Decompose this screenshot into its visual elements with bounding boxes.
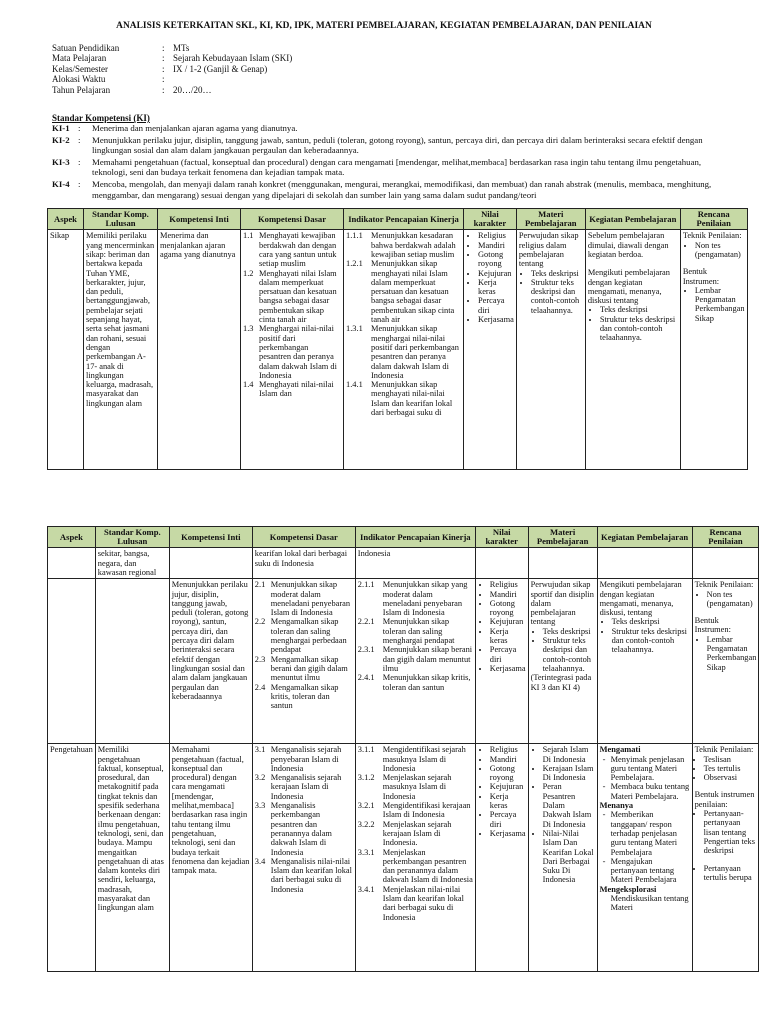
ipk-cell: Indonesia [355, 548, 475, 579]
list-item: • Pertanyaan-pertanyaan lisan tentang Pengertian teks deskripsi [704, 809, 757, 855]
kd-cell [252, 744, 355, 972]
rencana-cell [692, 548, 759, 579]
ipk-number: 1.4.1 [346, 380, 363, 390]
ipk-text: Mengidentifikasi sejarah masuknya Islam di Indonesia [382, 745, 466, 773]
kd-number: 1.2 [243, 268, 254, 278]
header-ki: Kompetensi Inti [158, 209, 241, 230]
ki-item [52, 157, 732, 177]
ipk-number: 3.1.2 [357, 773, 375, 783]
kegiatan-cell [597, 579, 692, 744]
header-rencana: Rencana Penilaian [692, 527, 759, 548]
materi-cell [516, 230, 585, 470]
kd-item [255, 745, 353, 773]
list-item: • Kejujuran [490, 617, 526, 626]
ki-text: Menerima dan menjalankan ajaran agama yang dianutnya. [92, 123, 298, 133]
header-materi: Materi Pembelajaran [516, 209, 585, 230]
kd-number: 2.3 [254, 654, 266, 664]
kd-item [243, 324, 341, 380]
header-row [48, 209, 748, 230]
nilai-list [478, 580, 526, 673]
ipk-number: 2.2.1 [357, 617, 375, 627]
materi-cell [528, 744, 597, 972]
analysis-table-page-1 [47, 208, 748, 470]
colon: : [78, 157, 81, 168]
ipk-number: 3.4.1 [357, 884, 375, 894]
list-item: • Mandiri [478, 241, 514, 250]
list-item: • Religius [478, 231, 514, 240]
kd-text: Menghargai nilai-nilai positif dari perkembangan pesantren dan peranya dalam dakwah Islam di Indonesia [259, 324, 337, 380]
list-item: • Mandiri [490, 755, 526, 764]
header-row [48, 527, 759, 548]
skl-cell: Memiliki perilaku yang mencerminkan sikap: beriman dan bertakwa kepada Tuhan YME, berkarakter, jujur, dan peduli, bertanggungjawab, pembelajar sejati sepanjang hayat, serta sehat jasmani dan rohani, sesuai dengan perkembangan A-17- anak di lingkungan keluarga, madrasah, masyarakat dan lingkungan alam [84, 230, 158, 470]
kd-text: Menghayati nilai Islam dalam memperkuat persatuan dan kesatuan bangsa sebagai dasar pembentukan sikap cinta tanah air [259, 268, 337, 325]
materi-list [531, 627, 595, 673]
kd-text: Mengamalkan sikap kritis, toleran dan santun [270, 682, 339, 711]
list-item: - Menyimak penjelasan guru tentang Materi Pembelajara. [611, 755, 690, 783]
ipk-cell [355, 744, 475, 972]
kd-number: 2.2 [254, 617, 266, 627]
identity-label: Mata Pelajaran [52, 53, 107, 64]
kegiatan-paragraph: Sebelum pembelajaran dimulai, diawali dengan kegiatan berdoa. [587, 231, 669, 259]
list-item: • Pertanyaan tertulis berupa [704, 864, 757, 883]
ki-heading: Standar Kompetensi (KI) [52, 113, 150, 123]
nilai-cell [464, 230, 517, 470]
ipk-item [358, 745, 473, 773]
ki-text: Mencoba, mengolah, dan menyaji dalam ranah konkret (menggunakan, mengurai, merangkai, memodifikasi, dan membuat) dan ranah abstrak (menulis, membaca, menghitung, menggambar, dan mengarang) sesuai dengan yang dipelajari di sekolah dan sumber lain yang sama dalam sudut pandang/teori [92, 179, 712, 200]
rencana-list [683, 286, 745, 323]
rencana-cell [692, 744, 759, 972]
list-item: • Lembar Pengamatan Perkembangan Sikap [695, 286, 745, 323]
ipk-item [358, 801, 473, 820]
ki-text: Menunjukkan perilaku jujur, disiplin, tanggung jawab, santun, peduli (toleran, gotong royong), santun, percaya diri, dan percaya diri dalam berinteraksi secara efektif dengan lingkungan sosial dan alam dalam jangkauan pergaulan dan keberadaannya. [92, 135, 703, 156]
header-ipk: Indikator Pencapaian Kinerja [355, 527, 475, 548]
skl-cell: sekitar, bangsa, negara, dan kawasan regional [95, 548, 169, 579]
ipk-item [358, 645, 473, 673]
kegiatan-list [600, 810, 690, 884]
identity-row [52, 74, 292, 84]
analysis-table-page-2 [47, 526, 759, 972]
ipk-number: 1.1.1 [346, 231, 363, 241]
kd-number: 1.4 [243, 380, 254, 390]
kegiatan-cell [597, 548, 692, 579]
rencana-cell [680, 230, 747, 470]
materi-intro: Perwujudan sikap sportif dan disiplin dalam pembelajaran tentang [530, 580, 594, 627]
kd-item [243, 231, 341, 268]
kd-text: Menghayati kewajiban berdakwah dan dengan cara yang santun untuk setiap muslim [259, 231, 337, 269]
header-kd: Kompetensi Dasar [252, 527, 355, 548]
kegiatan-paragraph: Mengikuti pembelajaran dengan kegiatan mengamati, menanya, diskusi tentang [587, 268, 670, 306]
materi-intro: Perwujudan sikap religius dalam pembelajaran tentang [518, 231, 579, 269]
kd-text: Menganalisis nilai-nilai Islam dan kearifan lokal dari berbagai suku di Indonesia [270, 856, 352, 894]
list-item: • Religius [490, 745, 526, 754]
kd-text: Mengamalkan sikap toleran dan saling menghargai perbedaan pendapat [270, 617, 347, 655]
ki-cell: Menunjukkan perilaku jujur, disiplin, tanggung jawab, peduli (toleran, gotong royong), santun, percaya diri, dan percaya diri dalam berinteraksi secara efektif dengan lingkungan sosial dan alam dalam jangkauan pergaulan dan keberadaannya [169, 579, 252, 744]
ipk-text: Menjelaskan nilai-nilai Islam dan kearifan lokal dari berbagai suku di Indonesia [382, 884, 464, 922]
ipk-text: Mengidentifikasi kerajaan Islam di Indonesia [382, 801, 471, 820]
identity-value: Sejarah Kebudayaan Islam (SKI) [173, 53, 293, 64]
ipk-number: 2.1.1 [357, 580, 375, 590]
list-item: • Kerja keras [478, 278, 514, 297]
ipk-number: 3.1.1 [357, 745, 375, 755]
table-row [48, 548, 759, 579]
list-item: • Nilai-Nilai Islam Dan Kearifan Lokal Dari Berbagai Suku Di Indonesia [543, 829, 595, 885]
skl-cell [95, 579, 169, 744]
kd-number: 3.3 [254, 801, 266, 811]
colon: : [78, 123, 81, 133]
kd-number: 2.1 [254, 580, 266, 590]
list-item: • Observasi [704, 773, 757, 782]
list-item: • Kerajaan Islam Di Indonesia [543, 764, 595, 783]
rencana-label: Bentuk Instrumen: [682, 267, 720, 286]
header-materi: Materi Pembelajaran [528, 527, 597, 548]
aspek-cell [48, 579, 96, 744]
ipk-text: Menjelaskan perkembangan pesantren dan peranannya dalam dakwah Islam di Indonesia [382, 847, 473, 885]
kd-number: 3.4 [254, 856, 266, 866]
ki-code: KI-1 [52, 123, 70, 133]
list-item: • Kerjasama [478, 315, 514, 324]
ipk-item [346, 231, 461, 259]
kd-text: Menganalisis sejarah kerajaan Islam di Indonesia [270, 773, 342, 801]
header-aspek: Aspek [48, 527, 96, 548]
ipk-item [358, 673, 473, 692]
kd-number: 3.2 [254, 773, 266, 783]
identity-row [52, 53, 292, 63]
header-nilai: Nilai karakter [464, 209, 517, 230]
kd-text: Menghayati nilai-nilai Islam dan [259, 380, 334, 399]
ki-cell: Memahami pengetahuan (factual, konseptual dan procedural) dengan cara mengamati [mendengar, melihat,membaca] berdasarkan rasa ingin tahu tentang ilmu pengetahuan, teknologi, seni dan budaya terkait fenomena dan kejadian tampak mata. [169, 744, 252, 972]
ki-cell: Menerima dan menjalankan ajaran agama yang dianutnya [158, 230, 241, 470]
kd-item [255, 655, 353, 683]
header-ki: Kompetensi Inti [169, 527, 252, 548]
nilai-cell [475, 579, 528, 744]
list-item: • Teks deskripsi [612, 617, 690, 626]
kd-text: Menganalisis sejarah penyebaran Islam di Indonesia [270, 745, 342, 773]
ipk-text: Menunjukkan sikap menghayati nilai Islam dalam memperkuat persatuan dan kesatuan bangsa sebagai dasar pembentukan sikap cinta tanah air [371, 259, 455, 325]
identity-label: Kelas/Semester [52, 63, 108, 74]
identity-row [52, 64, 292, 74]
table-row [48, 579, 759, 744]
list-item: • Percaya diri [490, 810, 526, 829]
rencana-list [695, 809, 757, 882]
materi-cell [528, 579, 597, 744]
nilai-cell [475, 548, 528, 579]
kegiatan-list [600, 617, 690, 654]
colon: : [162, 43, 165, 53]
nilai-list [466, 231, 514, 324]
list-item: • Teks deskripsi [531, 269, 583, 278]
header-skl: Standar Komp. Lulusan [95, 527, 169, 548]
list-item: - Memberikan tanggapan/ respon terhadap penjelasan guru tentang Materi Pembelajara [611, 810, 690, 856]
rencana-list [695, 755, 757, 783]
ki-text: Memahami pengetahuan (factual, konseptual dan procedural) dengan cara mengamati [mendengar, melihat,membaca] berdasarkan rasa ingin tahu tentang ilmu pengetahuan, teknologi, seni dan budaya terkait fenomena dan kejadian tampak mata. [92, 157, 702, 178]
rencana-label: Bentuk instrumen penilaian: [694, 790, 755, 809]
identity-label: Tahun Pelajaran [52, 84, 111, 95]
kd-item [255, 773, 353, 801]
aspek-cell [48, 548, 96, 579]
kd-item [243, 380, 341, 399]
materi-list [531, 745, 595, 884]
kd-cell [241, 230, 344, 470]
nilai-list [478, 745, 526, 838]
identity-value: MTs [173, 43, 190, 53]
list-item: • Tes tertulis [704, 764, 757, 773]
ki-cell [169, 548, 252, 579]
header-nilai: Nilai karakter [475, 527, 528, 548]
kegiatan-heading: Menanya [599, 801, 634, 811]
header-rencana: Rencana Penilaian [680, 209, 747, 230]
list-item: • Sejarah Islam Di Indonesia [543, 745, 595, 764]
list-item: • Struktur teks deskripsi dan contoh-contoh telaahannya. [612, 627, 690, 655]
list-item: • Mandiri [490, 590, 526, 599]
identity-label: Alokasi Waktu [52, 74, 106, 85]
ipk-number: 2.4.1 [357, 673, 375, 683]
kegiatan-list [588, 305, 678, 342]
kd-item [255, 857, 353, 894]
list-item: • Peran Pesantren Dalam Dakwah Islam Di Indonesia [543, 782, 595, 828]
table-row [48, 230, 748, 470]
list-item: • Struktur teks deskripsi dan contoh-contoh telaahannya. [531, 278, 583, 315]
ki-code: KI-3 [52, 157, 70, 168]
identity-row [52, 43, 292, 53]
document-title: ANALISIS KETERKAITAN SKL, KI, KD, IPK, MATERI PEMBELAJARAN, KEGIATAN PEMBELAJARAN, DAN PENILAIAN [116, 21, 652, 31]
kd-item [255, 580, 353, 617]
kegiatan-cell [597, 744, 692, 972]
ipk-number: 1.3.1 [346, 324, 363, 334]
rencana-list [695, 635, 757, 672]
kd-text: Mengamalkan sikap berani dan gigih dalam menuntut ilmu [270, 654, 348, 683]
ki-code: KI-2 [52, 135, 70, 146]
kegiatan-text: Mendiskusikan tentang Materi [610, 894, 689, 913]
kegiatan-heading: Mengamati [599, 745, 641, 755]
kd-number: 2.4 [254, 682, 266, 692]
ki-list [52, 123, 732, 202]
ipk-item [346, 324, 461, 380]
ipk-cell [344, 230, 464, 470]
ipk-item [346, 380, 461, 417]
ipk-number: 3.2.2 [357, 819, 375, 829]
kd-item [255, 801, 353, 857]
header-ipk: Indikator Pencapaian Kinerja [344, 209, 464, 230]
aspek-cell: Pengetahuan [48, 744, 96, 972]
kd-cell [252, 579, 355, 744]
rencana-label: Teknik Penilaian: [694, 745, 754, 755]
kegiatan-paragraph: Mengikuti pembelajaran dengan kegiatan mengamati, menanya, diskusi, tentang [599, 580, 682, 618]
ipk-item [358, 617, 473, 645]
ipk-item [358, 773, 473, 801]
colon: : [78, 179, 81, 190]
identity-block [52, 43, 292, 95]
ipk-item [358, 885, 473, 922]
ki-item [52, 179, 732, 199]
ipk-text: Menjelaskan sejarah kerajaan Islam di Indonesia. [382, 819, 452, 848]
ipk-text: Menunjukkan sikap kritis, toleran dan santun [382, 673, 471, 692]
kegiatan-heading: Mengeksplorasi [599, 884, 657, 894]
identity-value: 20…/20… [173, 84, 212, 95]
list-item: • Religius [490, 580, 526, 589]
ki-code: KI-4 [52, 179, 70, 190]
list-item: • Kejujuran [490, 782, 526, 791]
rencana-cell [692, 579, 759, 744]
rencana-label: Teknik Penilaian: [694, 580, 754, 590]
colon: : [162, 63, 165, 74]
ipk-text: Menunjukkan kesadaran bahwa berdakwah adalah kewajiban setiap muslim [371, 231, 456, 259]
kd-number: 1.1 [243, 231, 254, 241]
list-item: • Gotong royong [490, 764, 526, 783]
header-kd: Kompetensi Dasar [241, 209, 344, 230]
ipk-text: Menunjukkan sikap yang moderat dalam meneladani penyebaran Islam di Indonesia [382, 580, 468, 618]
kegiatan-list [600, 755, 690, 801]
skl-cell: Memiliki pengetahuan faktual, konseptual, prosedural, dan metakognitif pada tingkat teknis dan spesifik sederhana berkenaan dengan: ilmu pengetahuan, teknologi, seni, dan budaya. Mampu mengaitkan pengetahuan di atas dalam konteks diri sendiri, keluarga, madrasah, masyarakat dan lingkungan alam [95, 744, 169, 972]
list-item: • Percaya diri [478, 296, 514, 315]
header-skl: Standar Komp. Lulusan [84, 209, 158, 230]
list-item: • Kejujuran [478, 269, 514, 278]
ipk-item [358, 848, 473, 885]
kd-item [255, 617, 353, 654]
rencana-list [695, 590, 757, 609]
list-item: • Non tes (pengamatan) [707, 590, 757, 609]
identity-row [52, 85, 292, 95]
ipk-cell [355, 579, 475, 744]
rencana-label: Bentuk Instrumen: [694, 616, 731, 635]
nilai-cell [475, 744, 528, 972]
list-item: • Gotong royong [490, 599, 526, 618]
kd-text: Menunjukkan sikap moderat dalam meneladani penyebaran Islam di Indonesia [270, 580, 351, 618]
list-item: • Lembar Pengamatan Perkembangan Sikap [707, 635, 757, 672]
materi-note: (Terintegrasi pada KI 3 dan KI 4) [530, 673, 592, 692]
ipk-text: Menjelaskan sejarah masuknya Islam di Indonesia [382, 773, 452, 801]
list-item: - Mengajukan pertanyaan tentang Materi Pembelajara [611, 857, 690, 885]
list-item: • Kerja keras [490, 627, 526, 646]
ipk-text: Menunjukkan sikap toleran dan saling menghargai pendapat [382, 617, 455, 646]
list-item: • Teks deskripsi [600, 305, 678, 314]
ipk-item [358, 820, 473, 848]
rencana-list [683, 241, 745, 260]
list-item: • Gotong royong [478, 250, 514, 269]
ipk-number: 2.3.1 [357, 645, 375, 655]
list-item: • Teks deskripsi [543, 627, 595, 636]
colon: : [162, 74, 165, 85]
kegiatan-cell [585, 230, 680, 470]
materi-list [519, 269, 583, 315]
colon: : [162, 84, 165, 95]
kd-item [243, 269, 341, 325]
aspek-cell: Sikap [48, 230, 84, 470]
ipk-number: 3.3.1 [357, 847, 375, 857]
table-row [48, 744, 759, 972]
ipk-text: Menunjukkan sikap menghargai nilai-nilai positif dari perkembangan pesantren dan peranya dalam dakwah Islam di Indonesia [371, 324, 459, 380]
header-kegiatan: Kegiatan Pembelajaran [597, 527, 692, 548]
list-item: • Kerja keras [490, 792, 526, 811]
ki-item [52, 123, 732, 133]
ipk-item [358, 580, 473, 617]
list-item: • Struktur teks deskripsi dan contoh-contoh telaahannya. [543, 636, 595, 673]
list-item: • Kerjasama [490, 829, 526, 838]
kd-cell: kearifan lokal dari berbagai suku di Indonesia [252, 548, 355, 579]
list-item: • Teslisan [704, 755, 757, 764]
ki-item [52, 135, 732, 155]
list-item: • Non tes (pengamatan) [695, 241, 745, 260]
kd-text: Menganalisis perkembangan pesantren dan peranannya dalam dakwah Islam di Indonesia [270, 801, 332, 857]
materi-cell [528, 548, 597, 579]
colon: : [78, 135, 81, 146]
ipk-item [346, 259, 461, 324]
list-item: • Struktur teks deskripsi dan contoh-contoh telaahannya. [600, 315, 678, 343]
colon: : [162, 53, 165, 64]
ipk-number: 1.2.1 [346, 259, 363, 269]
list-item: - Membaca buku tentang Materi Pembelajara. [611, 782, 690, 801]
list-item: • Percaya diri [490, 645, 526, 664]
header-kegiatan: Kegiatan Pembelajaran [585, 209, 680, 230]
identity-value: IX / 1-2 (Ganjil & Genap) [173, 63, 268, 74]
ipk-text: Menunjukkan sikap menghayati nilai-nilai Islam dan kearifan lokal dari berbagai suku di [371, 380, 453, 418]
header-aspek: Aspek [48, 209, 84, 230]
ipk-number: 3.2.1 [357, 801, 375, 811]
list-item: • Kerjasama [490, 664, 526, 673]
identity-label: Satuan Pendidikan [52, 43, 120, 53]
kd-item [255, 683, 353, 711]
rencana-label: Teknik Penilaian: [682, 231, 742, 241]
kd-number: 3.1 [254, 745, 266, 755]
ipk-text: Menunjukkan sikap berani dan gigih dalam menuntut ilmu [382, 645, 473, 673]
kd-number: 1.3 [243, 324, 254, 334]
